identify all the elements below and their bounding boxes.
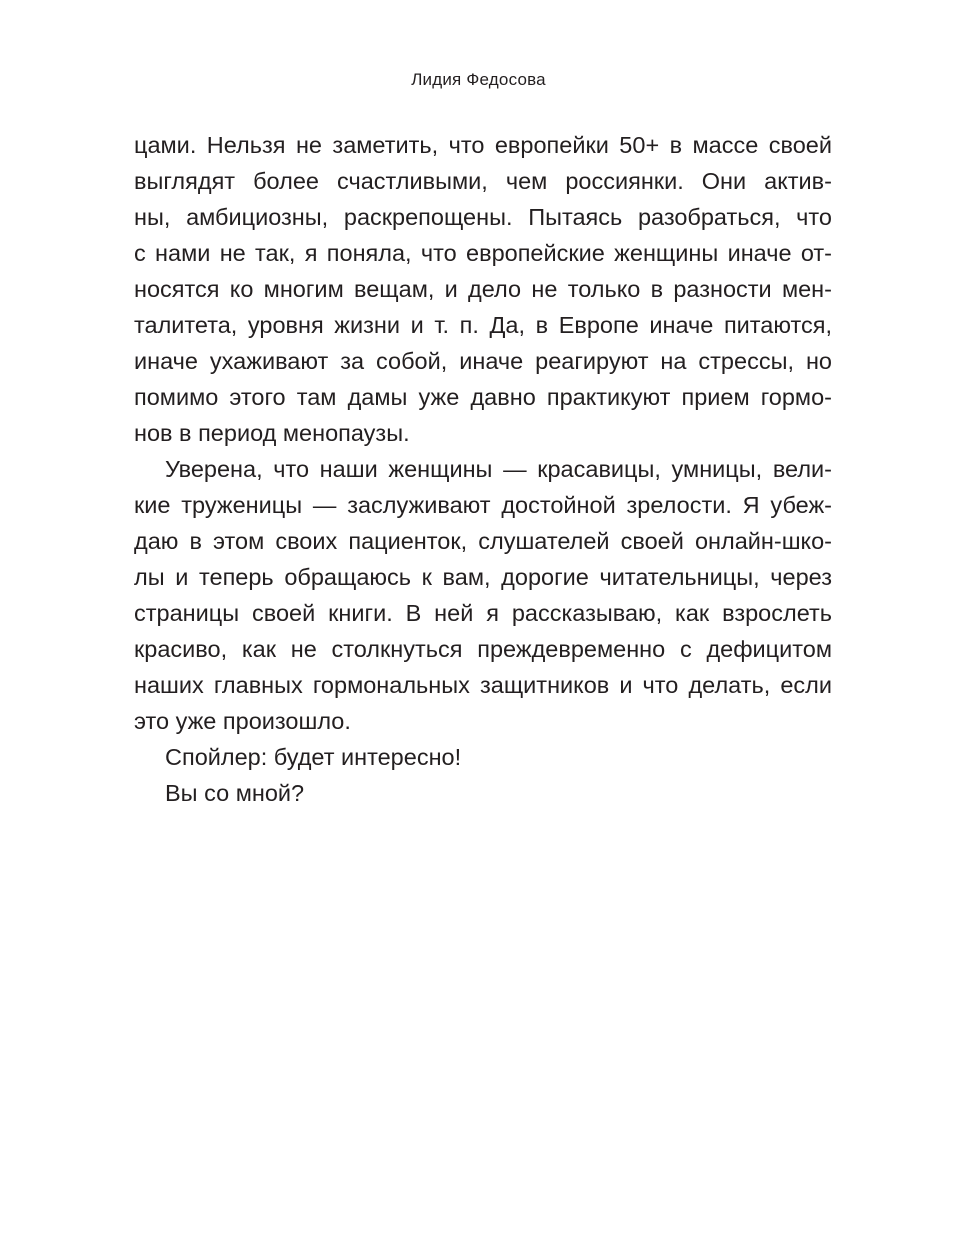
text-line: цами. Нельзя не заметить, что европейки 50+ в массе своей: [134, 132, 832, 158]
text-line: носятся ко многим вещам, и дело не только в разности мен-: [134, 276, 832, 302]
text-line: талитета, уровня жизни и т. п. Да, в Европе иначе питаются,: [134, 312, 832, 338]
body-text: [134, 127, 832, 811]
text-line: Уверена, что наши женщины — красавицы, умницы, вели-: [165, 456, 832, 482]
paragraph-3: [134, 739, 832, 775]
text-line: с нами не так, я поняла, что европейские женщины иначе от-: [134, 240, 832, 266]
text-line: Спойлер: будет интересно!: [165, 744, 462, 770]
running-head-author: Лидия Федосова: [411, 70, 546, 89]
text-line: лы и теперь обращаюсь к вам, дорогие читательницы, через: [134, 564, 832, 590]
text-line: выглядят более счастливыми, чем россиянки. Они актив-: [134, 168, 832, 194]
text-line: Вы со мной?: [165, 780, 305, 806]
text-line: кие труженицы — заслуживают достойной зрелости. Я убеж-: [134, 492, 832, 518]
text-line: страницы своей книги. В ней я рассказываю, как взрослеть: [134, 600, 832, 626]
text-line: ны, амбициозны, раскрепощены. Пытаясь разобраться, что: [134, 204, 832, 230]
text-line: помимо этого там дамы уже давно практикуют прием гормо-: [134, 384, 832, 410]
text-line: даю в этом своих пациенток, слушателей своей онлайн-шко-: [134, 528, 832, 554]
text-line: это уже произошло.: [134, 708, 351, 734]
text-line: красиво, как не столкнуться преждевременно с дефицитом: [134, 636, 832, 662]
text-line: наших главных гормональных защитников и что делать, если: [134, 672, 832, 698]
text-line: иначе ухаживают за собой, иначе реагируют на стрессы, но: [134, 348, 832, 374]
paragraph-4: [134, 775, 832, 811]
paragraph-2: [134, 451, 832, 739]
text-line: нов в период менопаузы.: [134, 420, 410, 446]
paragraph-1: [134, 127, 832, 451]
